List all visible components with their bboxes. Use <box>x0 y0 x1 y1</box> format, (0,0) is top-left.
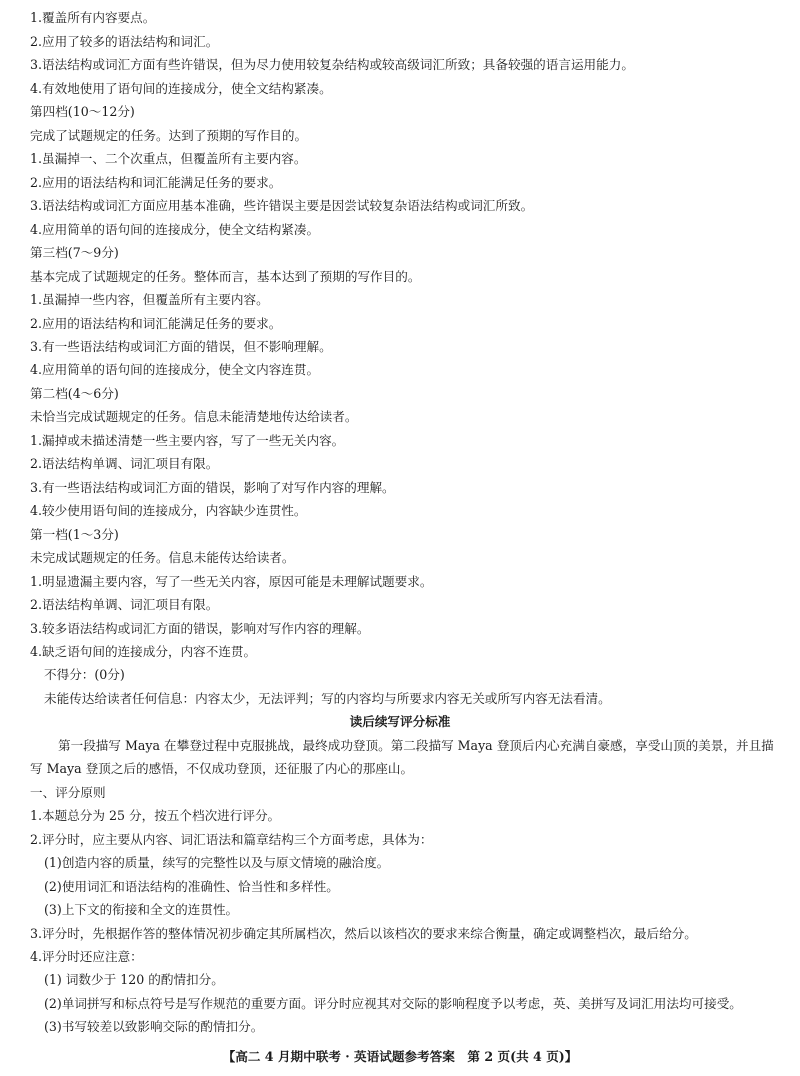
principle-line: 3.评分时，先根据作答的整体情况初步确定其所属档次，然后以该档次的要求来综合衡量，确定或调整档次，最后给分。 <box>30 926 697 941</box>
grade-level-heading: 第一档(1～3分) <box>30 527 119 542</box>
sub-principle-line: (1) 词数少于 120 的酌情扣分。 <box>44 972 224 987</box>
principle-line: 2.评分时，应主要从内容、词汇语法和篇章结构三个方面考虑，具体为： <box>30 832 433 847</box>
criterion-line: 4.应用简单的语句间的连接成分，使全文内容连贯。 <box>30 362 320 377</box>
grade-description: 基本完成了试题规定的任务。整体而言，基本达到了预期的写作目的。 <box>30 269 421 284</box>
sub-principle-line: (3)书写较差以致影响交际的酌情扣分。 <box>44 1019 264 1034</box>
section-title: 读后续写评分标准 <box>349 714 451 729</box>
criterion-line: 2.应用的语法结构和词汇能满足任务的要求。 <box>30 175 282 190</box>
page-footer: 【高二 4 月期中联考 · 英语试题参考答案 第 2 页(共 4 页)】 <box>222 1049 578 1064</box>
criterion-line: 1.虽漏掉一、二个次重点，但覆盖所有主要内容。 <box>30 151 307 166</box>
intro-paragraph: 第一段描写 Maya 在攀登过程中克服挑战，最终成功登顶。第二段描写 Maya 登顶后内心充满自豪感，享受山顶的美景，并且描 <box>58 738 774 753</box>
criterion-line: 3.语法结构或词汇方面有些许错误，但为尽力使用较复杂结构或较高级词汇所致；具备较强的语言运用能力。 <box>30 57 634 72</box>
principle-line: 1.本题总分为 25 分，按五个档次进行评分。 <box>30 808 281 823</box>
criterion-line: 3.有一些语法结构或词汇方面的错误，但不影响理解。 <box>30 339 332 354</box>
grade-level-heading: 第三档(7～9分) <box>30 245 119 260</box>
grade-description: 未完成试题规定的任务。信息未能传达给读者。 <box>30 550 295 565</box>
criterion-line: 1.漏掉或未描述清楚一些主要内容，写了一些无关内容。 <box>30 433 345 448</box>
criterion-line: 1.明显遗漏主要内容，写了一些无关内容，原因可能是未理解试题要求。 <box>30 574 433 589</box>
grade-level-heading: 第二档(4～6分) <box>30 386 119 401</box>
criterion-line: 4.应用简单的语句间的连接成分，使全文结构紧凑。 <box>30 222 320 237</box>
sub-principle-line: (2)使用词汇和语法结构的准确性、恰当性和多样性。 <box>44 879 339 894</box>
criterion-line: 2.语法结构单调、词汇项目有限。 <box>30 597 219 612</box>
criterion-line: 4.较少使用语句间的连接成分，内容缺少连贯性。 <box>30 503 307 518</box>
sub-principle-line: (2)单词拼写和标点符号是写作规范的重要方面。评分时应视其对交际的影响程度予以考虑，英、美拼写及词汇用法均可接受。 <box>44 996 742 1011</box>
criterion-line: 3.有一些语法结构或词汇方面的错误，影响了对写作内容的理解。 <box>30 480 395 495</box>
criterion-line: 1.虽漏掉一些内容，但覆盖所有主要内容。 <box>30 292 269 307</box>
intro-paragraph-cont: 写 Maya 登顶之后的感悟，不仅成功登顶，还征服了内心的那座山。 <box>30 761 414 776</box>
sub-principle-line: (3)上下文的衔接和全文的连贯性。 <box>44 902 239 917</box>
grade-level-heading: 第四档(10～12分) <box>30 104 135 119</box>
criterion-line: 3.语法结构或词汇方面应用基本准确，些许错误主要是因尝试较复杂语法结构或词汇所致。 <box>30 198 534 213</box>
criterion-line: 1.覆盖所有内容要点。 <box>30 10 156 25</box>
criterion-line: 2.语法结构单调、词汇项目有限。 <box>30 456 219 471</box>
sub-principle-line: (1)创造内容的质量，续写的完整性以及与原文情境的融洽度。 <box>44 855 390 870</box>
zero-score-description: 未能传达给读者任何信息：内容太少，无法评判；写的内容均与所要求内容无关或所写内容无法看清。 <box>44 691 611 706</box>
grade-description: 未恰当完成试题规定的任务。信息未能清楚地传达给读者。 <box>30 409 358 424</box>
grade-description: 完成了试题规定的任务。达到了预期的写作目的。 <box>30 128 308 143</box>
criterion-line: 4.有效地使用了语句间的连接成分，使全文结构紧凑。 <box>30 81 332 96</box>
principles-heading: 一、评分原则 <box>30 785 106 800</box>
criterion-line: 3.较多语法结构或词汇方面的错误，影响对写作内容的理解。 <box>30 621 370 636</box>
criterion-line: 4.缺乏语句间的连接成分，内容不连贯。 <box>30 644 257 659</box>
criterion-line: 2.应用了较多的语法结构和词汇。 <box>30 34 219 49</box>
principle-line: 4.评分时还应注意： <box>30 949 143 964</box>
criterion-line: 2.应用的语法结构和词汇能满足任务的要求。 <box>30 316 282 331</box>
zero-score-heading: 不得分：(0分) <box>44 667 125 682</box>
